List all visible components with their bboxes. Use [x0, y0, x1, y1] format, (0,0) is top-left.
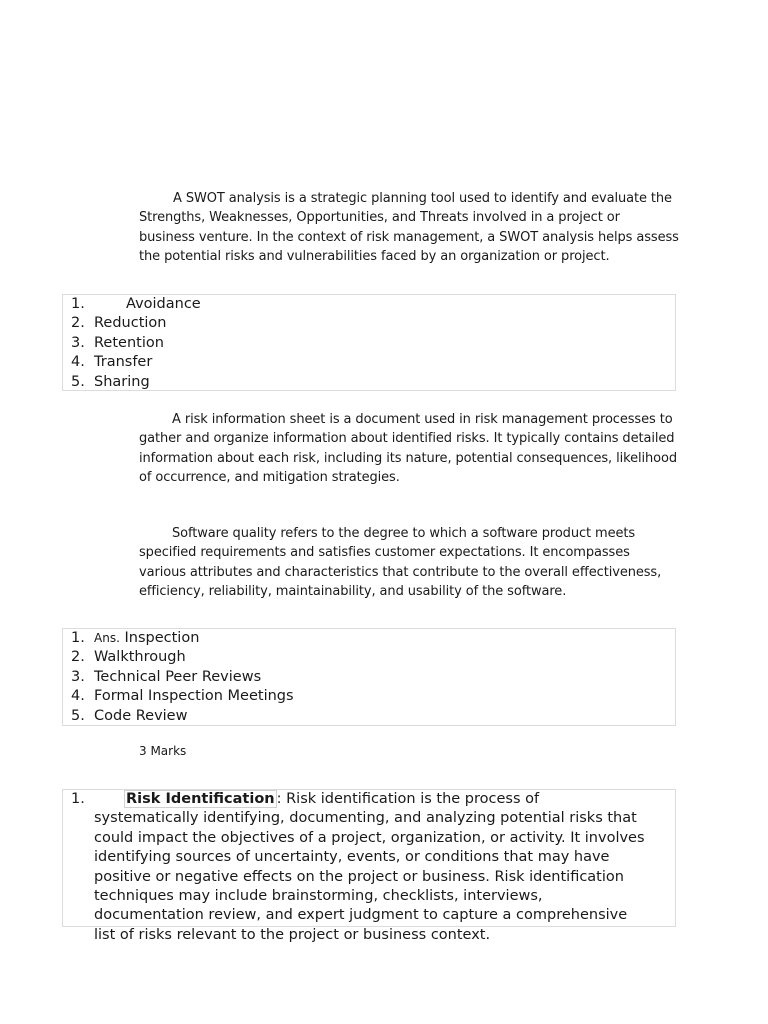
- list-item: 5. Code Review: [71, 707, 188, 724]
- list-item: 3. Retention: [71, 334, 164, 351]
- list-item: 4. Transfer: [71, 354, 153, 371]
- risk-identification-definition: : Risk identification is the process of systematically identifying, documenting, and analyzing potential risks that could impact the objectives of a project, organization, or activity. It involves identifying sources of uncertainty, events, or conditions that may have positive or negative effects on the project or business. Risk identification techniques may include brainstorming, checklists, interviews, documentation review, and expert judgment to capture a comprehensive list of risks relevant to the project or business context.: [94, 791, 645, 943]
- list-item: 5. Sharing: [71, 373, 150, 390]
- list-item: 1. Risk Identification : Risk identification is the process of systematically identifying, documenting, and analyzing potential risks that could impact the objectives of a project, organization, or activity. It involves identifying sources of uncertainty, events, or conditions that may have positive or negative effects on the project or business. Risk identification techniques may include brainstorming, checklists, interviews, documentation review, and expert judgment to capture a comprehensive list of risks relevant to the project or business context.: [71, 791, 645, 943]
- list-item: 1. Ans. Inspection: [71, 630, 200, 646]
- software-quality-paragraph: [139, 524, 679, 602]
- risk-info-sheet-paragraph: [139, 410, 679, 488]
- software-quality-text: Software quality refers to the degree to which a software product meets specified requirements and satisfies customer expectations. It encompasses various attributes and characteristics that contribute to the overall effectiveness, efficiency, reliability, maintainability, and usability of the software.: [139, 526, 662, 600]
- risk-identification-term: Risk Identification: [126, 791, 275, 807]
- list-item: 2. Reduction: [71, 315, 167, 332]
- list-item: 4. Formal Inspection Meetings: [71, 688, 294, 705]
- risk-info-sheet-text: A risk information sheet is a document used in risk management processes to gather and organize information about identified risks. It typically contains detailed information about each risk, including its nature, potential consequences, likelihood of occurrence, and mitigation strategies.: [139, 412, 678, 486]
- risk-identification-box: [62, 789, 676, 943]
- list-item: 1. Avoidance: [71, 296, 201, 312]
- risk-strategies-list: [62, 294, 676, 391]
- swot-paragraph-text: A SWOT analysis is a strategic planning tool used to identify and evaluate the Strengths, Weaknesses, Opportunities, and Threats involved in a project or business venture. In the context of risk management, a SWOT analysis helps assess the potential risks and vulnerabilities faced by an organization or project.: [139, 191, 679, 265]
- list-item: 3. Technical Peer Reviews: [71, 668, 262, 685]
- swot-paragraph: [139, 189, 679, 267]
- list-item: 2. Walkthrough: [71, 649, 186, 666]
- ans-prefix: Ans.: [94, 631, 120, 645]
- marks-label: 3 Marks: [139, 744, 187, 758]
- review-techniques-list: [62, 628, 676, 726]
